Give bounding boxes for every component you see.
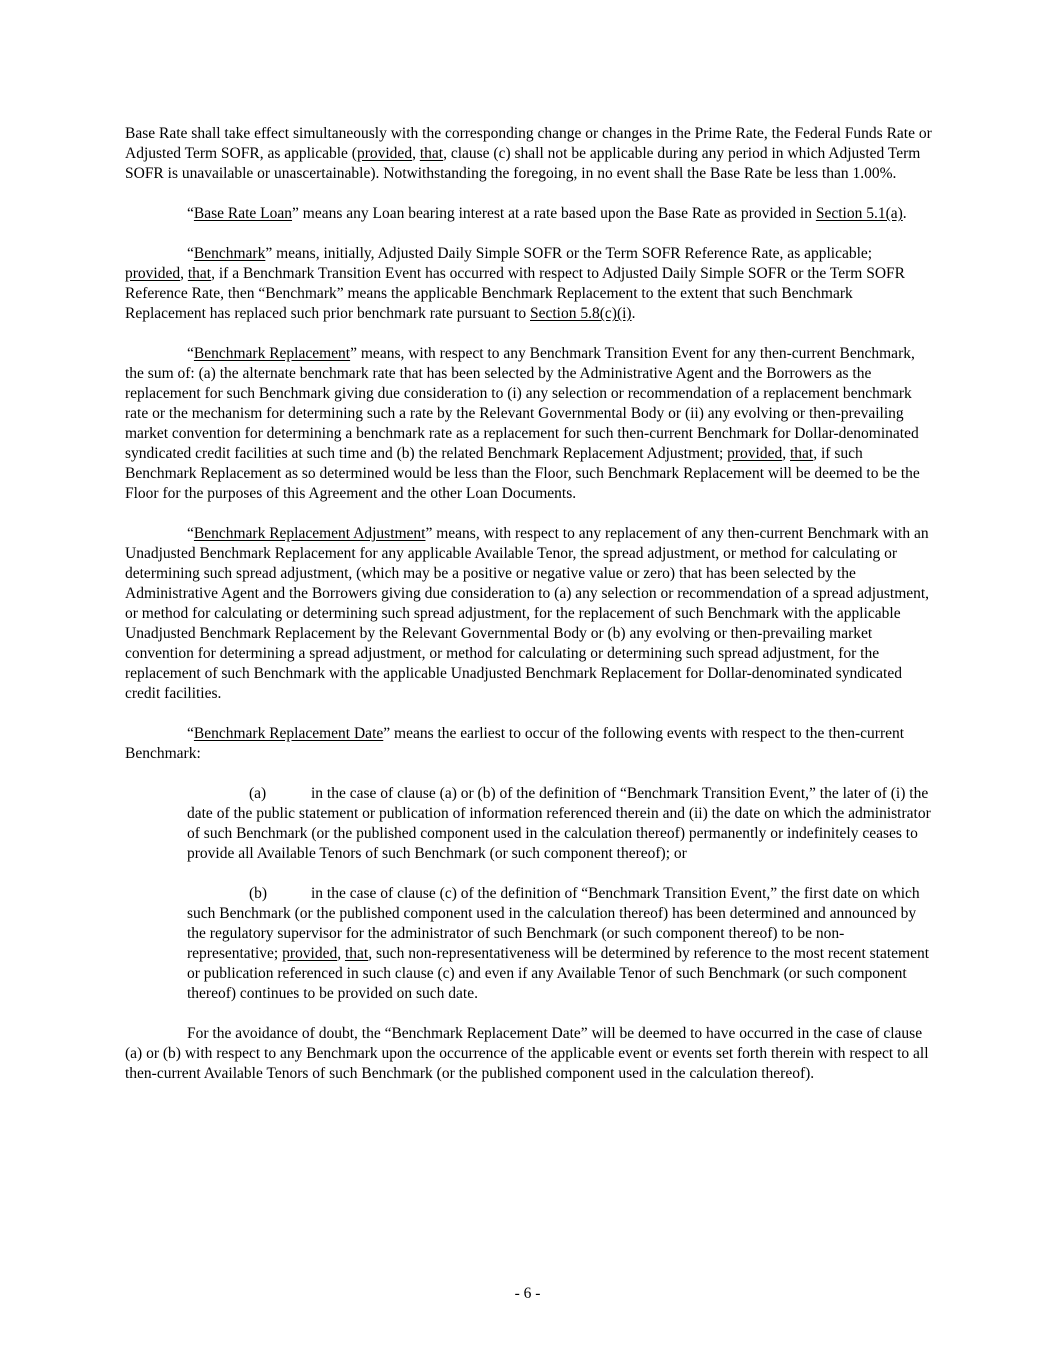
defined-term: Benchmark Replacement bbox=[193, 345, 351, 362]
provided-term: provided bbox=[356, 145, 413, 162]
base-rate-continuation-paragraph: Base Rate shall take effect simultaneously with the corresponding change or changes in the Prime Rate, the Federal Funds Rate or Adjusted Term SOFR, as applicable (provided, that, clause (c) shall not be applicable during any period in which Adjusted Term SOFR is unavailable or unascertainable). Notwithstanding the foregoing, in no event shall the Base Rate be less than 1.00%. bbox=[125, 125, 932, 182]
clause-label: (a) bbox=[249, 785, 267, 802]
that-term: that bbox=[790, 445, 814, 462]
that-term: that bbox=[344, 945, 369, 962]
that-term: that bbox=[187, 265, 212, 282]
benchmark-definition: “Benchmark” means, initially, Adjusted Daily Simple SOFR or the Term SOFR Reference Rate, as applicable; provided, that, if a Benchmark Transition Event has occurred with respect to Adjusted Daily Simple SOFR or the Term SOFR Reference Rate, then “Benchmark” means the applicable Benchmark Replacement to the extent that such Benchmark Replacement has replaced such prior benchmark rate pursuant to Section 5.8(c)(i). bbox=[125, 245, 906, 322]
defined-term: Base Rate Loan bbox=[193, 205, 293, 222]
clause-b: (b) in the case of clause (c) of the definition of “Benchmark Transition Event,” the first date on which such Benchmark (or the published component used in the calculation thereof) has been determined and announced by the regulatory supervisor for the administrator of such Benchmark (or such component thereof) to be non-representative; provided, that, such non-representativeness will be determined by reference to the most recent statement or publication referenced in such clause (c) and even if any Available Tenor of such Benchmark (or such component thereof) continues to be provided on such date. bbox=[187, 885, 930, 1002]
defined-term: Benchmark bbox=[193, 245, 266, 262]
clause-a: (a) in the case of clause (a) or (b) of the definition of “Benchmark Transition Event,” the later of (i) the date of the public statement or publication of information referenced therein and (ii) the date on which the administrator of such Benchmark (or the published component used in the calculation thereof) permanently or indefinitely ceases to provide all Available Tenors of such Benchmark (or such component thereof); or bbox=[187, 785, 931, 862]
clause-label: (b) bbox=[249, 885, 268, 902]
provided-term: provided bbox=[125, 265, 181, 282]
defined-term: Benchmark Replacement Adjustment bbox=[193, 525, 426, 542]
that-term: that bbox=[419, 145, 444, 162]
benchmark-replacement-adjustment-definition: “Benchmark Replacement Adjustment” means, with respect to any replacement of any then-current Benchmark with an Unadjusted Benchmark Replacement for any applicable Available Tenor, the spread adjustment, or method for calculating or determining such spread adjustment, (which may be a positive or negative value or zero) that has been selected by the Administrative Agent and the Borrowers giving due consideration to (a) any selection or recommendation of a spread adjustment, or method for calculating or determining such spread adjustment, for the replacement of such Benchmark with the applicable Unadjusted Benchmark Replacement by the Relevant Governmental Body or (b) any evolving or then-prevailing market convention for determining a spread adjustment, or method for calculating or determining such spread adjustment, for the replacement of such Benchmark with the applicable Unadjusted Benchmark Replacement for Dollar-denominated syndicated credit facilities. bbox=[125, 525, 930, 702]
section-reference: Section 5.1(a) bbox=[815, 205, 903, 222]
document-page bbox=[125, 124, 933, 1104]
section-reference: Section 5.8(c)(i) bbox=[530, 305, 632, 322]
page-number: - 6 - bbox=[514, 1285, 541, 1302]
avoidance-of-doubt-paragraph: For the avoidance of doubt, the “Benchmark Replacement Date” will be deemed to have occurred in the case of clause (a) or (b) with respect to any Benchmark upon the occurrence of the applicable event or events set forth therein with respect to all then-current Available Tenors of such Benchmark (or the published component used in the calculation thereof). bbox=[125, 1025, 929, 1082]
benchmark-replacement-definition: “Benchmark Replacement” means, with respect to any Benchmark Transition Event for any then-current Benchmark, the sum of: (a) the alternate benchmark rate that has been selected by the Administrative Agent and the Borrowers as the replacement for such Benchmark giving due consideration to (i) any selection or recommendation of a replacement benchmark rate or the mechanism for determining such a rate by the Relevant Governmental Body or (ii) any evolving or then-prevailing market convention for determining a benchmark rate as a replacement for such then-current Benchmark for Dollar-denominated syndicated credit facilities at such time and (b) the related Benchmark Replacement Adjustment; provided, that, if such Benchmark Replacement as so determined would be less than the Floor, such Benchmark Replacement will be deemed to be the Floor for the purposes of this Agreement and the other Loan Documents. bbox=[125, 345, 920, 502]
provided-term: provided bbox=[727, 445, 783, 462]
benchmark-replacement-date-definition: “Benchmark Replacement Date” means the earliest to occur of the following events with respect to the then-current Benchmark: bbox=[125, 725, 905, 762]
provided-term: provided bbox=[282, 945, 338, 962]
defined-term: Benchmark Replacement Date bbox=[193, 725, 384, 742]
base-rate-loan-definition: “Base Rate Loan” means any Loan bearing interest at a rate based upon the Base Rate as provided in Section 5.1(a). bbox=[187, 205, 907, 222]
